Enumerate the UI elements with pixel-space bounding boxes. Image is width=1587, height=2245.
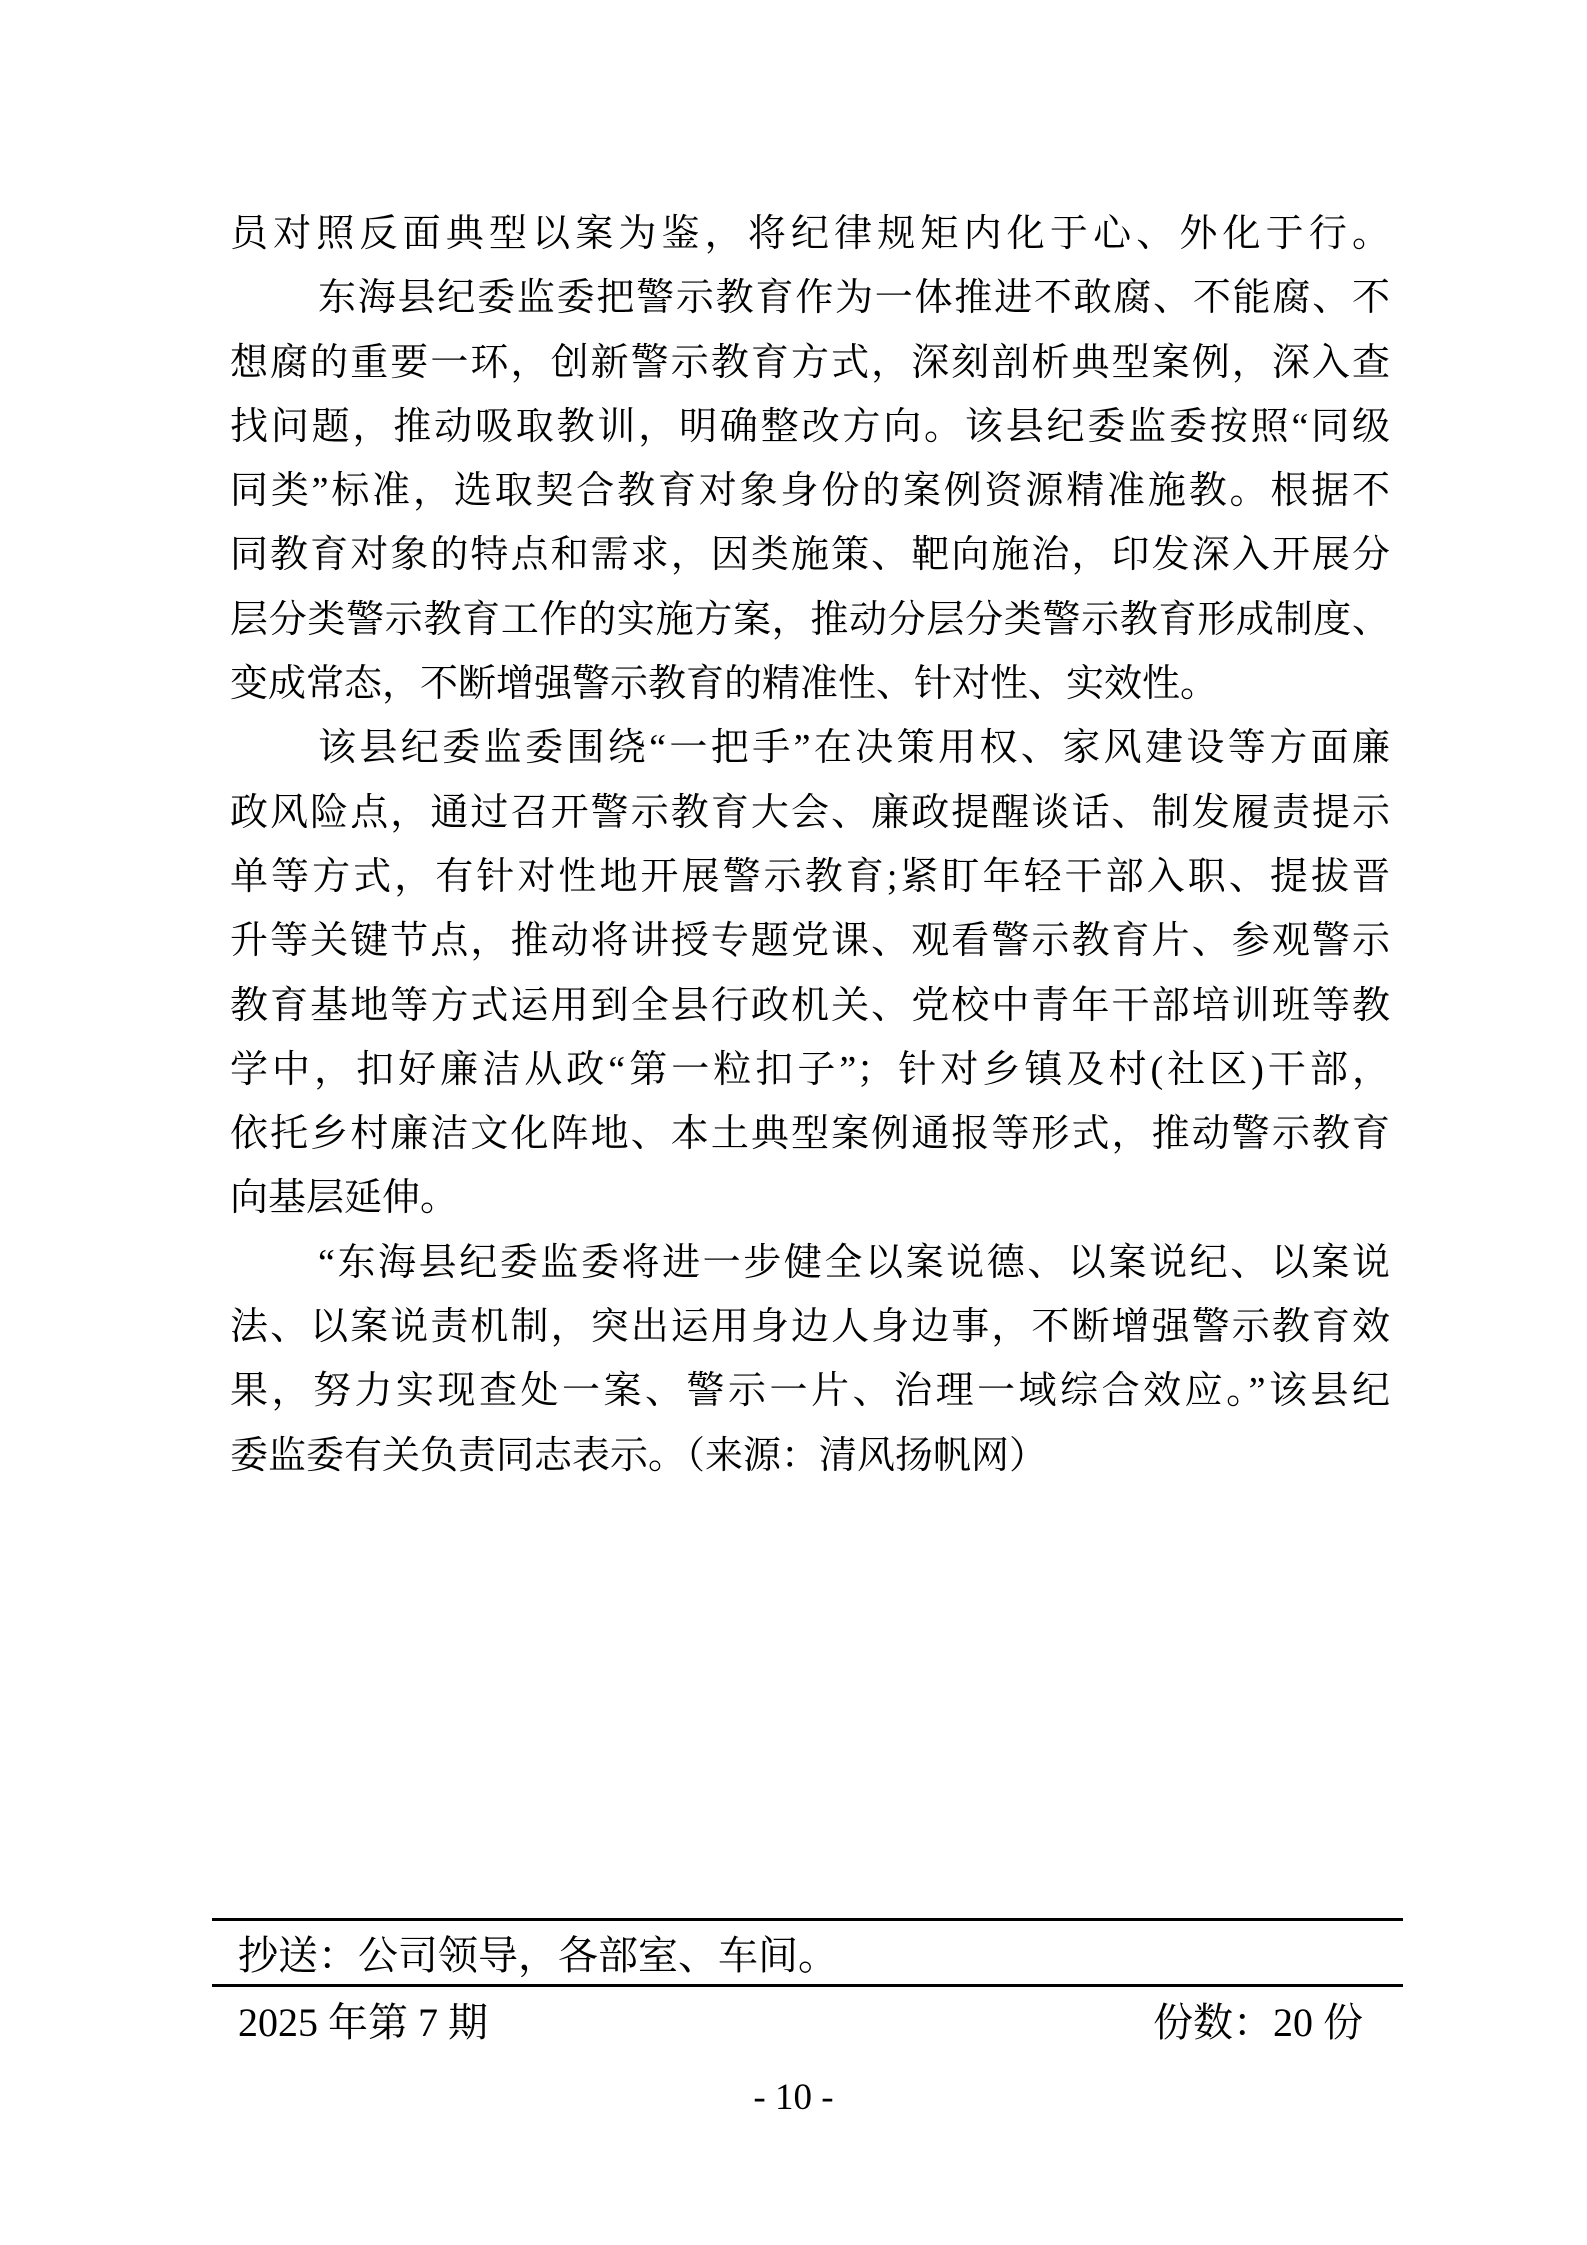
footer-meta-row	[212, 1987, 1403, 2046]
body-line: 单等方式，有针对性地开展警示教育;紧盯年轻干部入职、提拔晋	[230, 855, 1390, 898]
document-body	[230, 202, 1390, 1488]
body-line: 教育基地等方式运用到全县行政机关、党校中青年干部培训班等教	[230, 984, 1390, 1027]
body-line: 果，努力实现查处一案、警示一片、治理一域综合效应。”该县纪	[230, 1370, 1390, 1413]
page-number: - 10 -	[753, 2077, 834, 2118]
body-line: 层分类警示教育工作的实施方案，推动分层分类警示教育形成制度、	[230, 598, 1390, 641]
body-line: 学中，扣好廉洁从政“第一粒扣子”；针对乡镇及村(社区)干部，	[230, 1048, 1390, 1091]
document-footer	[212, 1918, 1403, 2046]
body-line: 向基层延伸。	[230, 1177, 459, 1220]
body-line: 政风险点，通过召开警示教育大会、廉政提醒谈话、制发履责提示	[230, 791, 1390, 834]
body-line: 同教育对象的特点和需求，因类施策、靶向施治，印发深入开展分	[230, 534, 1390, 577]
body-line: “东海县纪委监委将进一步健全以案说德、以案说纪、以案说	[318, 1241, 1390, 1284]
body-line: 变成常态，不断增强警示教育的精准性、针对性、实效性。	[230, 663, 1219, 706]
body-line: 委监委有关负责同志表示。（来源：清风扬帆网）	[230, 1434, 1048, 1477]
cc-label: 抄送：公司领导，各部室、车间。	[238, 1933, 838, 1978]
body-line: 升等关键节点，推动将讲授专题党课、观看警示教育片、参观警示	[230, 920, 1390, 963]
body-line: 法、以案说责机制，突出运用身边人身边事，不断增强警示教育效	[230, 1306, 1390, 1349]
body-line: 找问题，推动吸取教训，明确整改方向。该县纪委监委按照“同级	[230, 405, 1390, 448]
body-line: 依托乡村廉洁文化阵地、本土典型案例通报等形式，推动警示教育	[230, 1113, 1390, 1156]
issue-label: 2025 年第 7 期	[238, 2000, 488, 2045]
body-line: 同类”标准，选取契合教育对象身份的案例资源精准施教。根据不	[230, 470, 1390, 513]
body-line: 该县纪委监委围绕“一把手”在决策用权、家风建设等方面廉	[318, 727, 1390, 770]
copies-label: 份数：20 份	[1153, 2000, 1363, 2045]
body-line: 想腐的重要一环，创新警示教育方式，深刻剖析典型案例，深入查	[230, 341, 1390, 384]
body-line: 员对照反面典型以案为鉴，将纪律规矩内化于心、外化于行。	[230, 213, 1390, 255]
cc-row	[212, 1921, 1403, 1984]
body-line: 东海县纪委监委把警示教育作为一体推进不敢腐、不能腐、不	[318, 277, 1390, 320]
